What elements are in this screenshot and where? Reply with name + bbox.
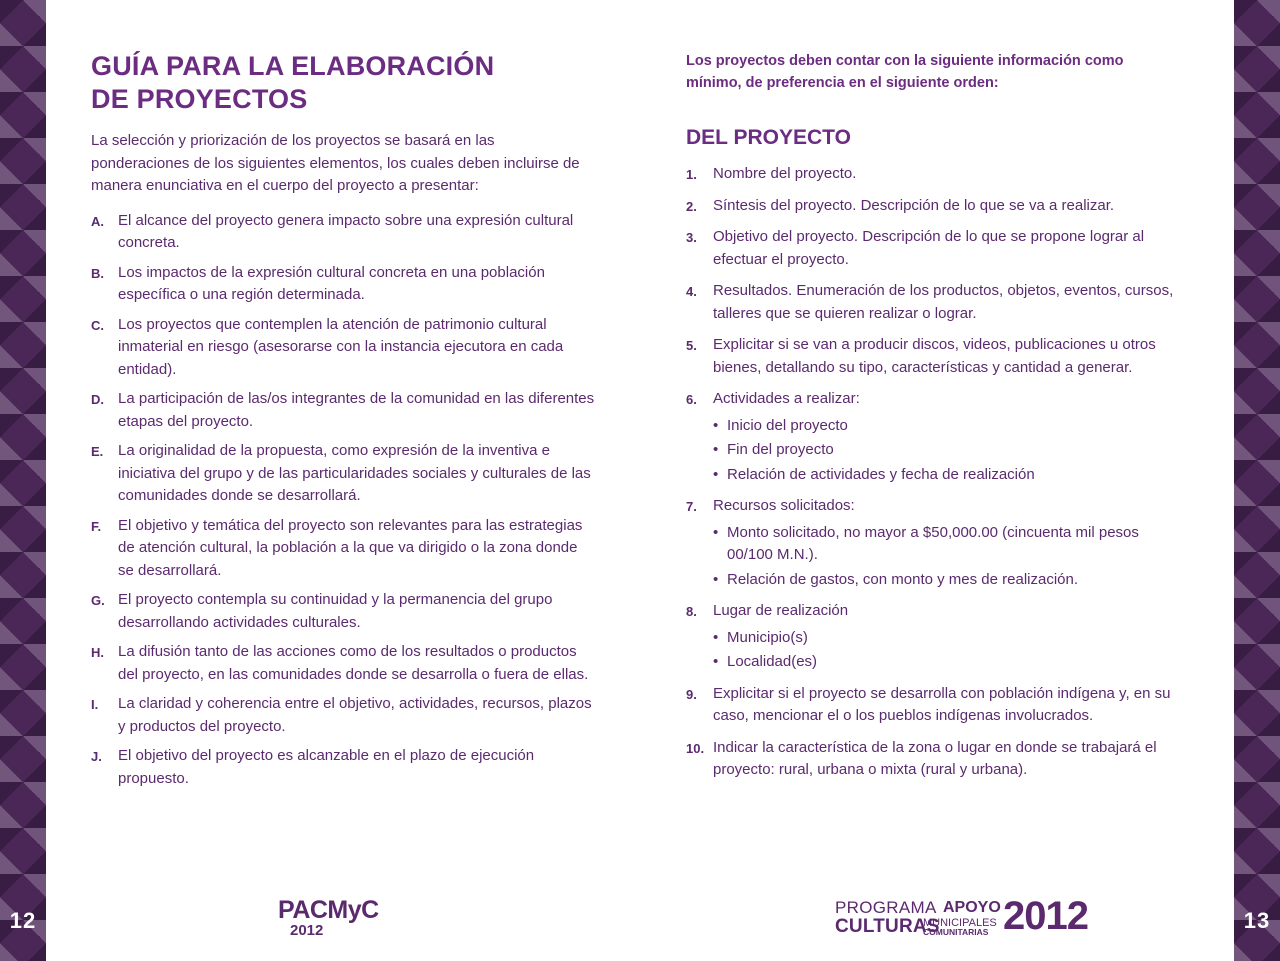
requirement-subitem (713, 651, 1181, 674)
bullet-icon: • (713, 570, 719, 588)
requirement-subitem-text: Municipio(s) (727, 628, 808, 646)
pacmyc-logo (278, 896, 379, 943)
requirement-subitem (713, 415, 1181, 438)
criteria-text: La originalidad de la propuesta, como expresión de la inventiva e iniciativa del grupo y de las particularidades sociales y culturales de las comunidades donde se desarrollará. (118, 442, 591, 504)
requirement-subitem-text: Relación de actividades y fecha de realización (727, 465, 1035, 483)
bullet-icon: • (713, 523, 719, 541)
requirement-marker: 10. (686, 740, 705, 756)
page-number-right: 13 (1243, 908, 1271, 933)
criteria-item (91, 745, 596, 790)
criteria-list (91, 210, 596, 791)
programa-logo-word-comunitarias: COMUNITARIAS (923, 927, 989, 937)
programa-logo-word-programa: PROGRAMA (835, 898, 937, 917)
requirement-text: Objetivo del proyecto. Descripción de lo que se propone lograr al efectuar el proyecto. (713, 228, 1145, 268)
criteria-item (91, 388, 596, 433)
requirement-text: Recursos solicitados: (713, 497, 855, 514)
criteria-marker: D. (91, 392, 104, 407)
requirement-subitem-text: Fin del proyecto (727, 441, 834, 458)
requirement-text: Explicitar si el proyecto se desarrolla con población indígena y, en su caso, mencionar el o los pueblos indígenas involucrados. (713, 684, 1171, 724)
requirement-item (686, 737, 1181, 782)
criteria-marker: F. (91, 518, 102, 534)
requirement-item (686, 195, 1181, 218)
criteria-text: El objetivo y temática del proyecto son relevantes para las estrategias de atención cultural, la población a la que va dirigido o la zona donde se desarrollará. (118, 516, 583, 579)
requirement-item (686, 280, 1181, 325)
requirement-subitem (713, 627, 1181, 650)
criteria-text: El objetivo del proyecto es alcanzable en el plazo de ejecución propuesto. (118, 747, 535, 787)
criteria-item (91, 314, 596, 382)
programa-logo-year: 2012 (1003, 894, 1088, 938)
requirement-item (686, 495, 1181, 591)
criteria-marker: C. (91, 317, 104, 333)
criteria-text: Los proyectos que contemplen la atención de patrimonio cultural inmaterial en riesgo (asesorarse con la instancia ejecutora en cada entidad). (118, 315, 564, 378)
requirement-item (686, 388, 1181, 486)
requirement-text: Actividades a realizar: (713, 390, 860, 407)
criteria-item (91, 210, 596, 255)
criteria-item (91, 262, 596, 307)
page-title-line-2: DE PROYECTOS (91, 84, 308, 114)
requirement-marker: 7. (686, 499, 697, 514)
requirement-item (686, 226, 1181, 271)
requirement-marker: 4. (686, 284, 697, 299)
page-title-line-1: GUÍA PARA LA ELABORACIÓN (91, 51, 495, 81)
pacmyc-logo-year: 2012 (290, 922, 324, 939)
left-column (91, 50, 596, 797)
criteria-item (91, 693, 596, 738)
bullet-icon: • (713, 416, 719, 434)
requirement-marker: 5. (686, 338, 697, 353)
requirement-text: Lugar de realización (713, 602, 849, 619)
left-decorative-border (0, 0, 46, 961)
requirement-item (686, 600, 1181, 674)
requirement-marker: 2. (686, 198, 697, 214)
requirement-item (686, 683, 1181, 728)
pacmyc-logo-text: PACMyC (278, 896, 379, 924)
requirement-text: Nombre del proyecto. (713, 165, 857, 182)
criteria-marker: B. (91, 265, 104, 281)
bullet-icon: • (713, 441, 719, 458)
requirement-subitem-text: Inicio del proyecto (727, 416, 848, 434)
requirement-item (686, 334, 1181, 379)
criteria-text: El alcance del proyecto genera impacto sobre una expresión cultural concreta. (118, 211, 574, 251)
requirement-text: Explicitar si se van a producir discos, videos, publicaciones u otros bienes, detallando su tipo, características y cantidad a generar. (713, 336, 1156, 376)
requirement-text: Indicar la característica de la zona o lugar en donde se trabajará el proyecto: rural, urbana o mixta (rural y urbana). (713, 738, 1157, 778)
bullet-icon: • (713, 628, 719, 646)
requirement-text: Síntesis del proyecto. Descripción de lo que se va a realizar. (713, 196, 1115, 214)
requirement-subitem-text: Monto solicitado, no mayor a $50,000.00 (cincuenta mil pesos 00/100 M.N.). (727, 523, 1139, 563)
criteria-marker: J. (91, 749, 102, 764)
criteria-text: Los impactos de la expresión cultural concreta en una población específica o una región determinada. (118, 263, 545, 303)
right-decorative-border (1234, 0, 1280, 961)
requirement-subitem (713, 464, 1181, 487)
criteria-marker: I. (91, 697, 99, 712)
requirement-sublist (713, 415, 1181, 487)
criteria-item (91, 515, 596, 583)
right-column (686, 50, 1181, 791)
criteria-text: La participación de las/os integrantes de la comunidad en las diferentes etapas del proyecto. (118, 390, 595, 430)
criteria-text: La difusión tanto de las acciones como de los resultados o productos del proyecto, en las comunidades donde se desarrolla o fuera de ellas. (118, 643, 589, 683)
requirement-sublist (713, 522, 1181, 592)
section-title: DEL PROYECTO (686, 126, 851, 149)
criteria-marker: G. (91, 593, 105, 608)
requirement-subitem-text: Relación de gastos, con monto y mes de realización. (727, 570, 1079, 588)
requirement-marker: 1. (686, 167, 697, 182)
requirement-subitem (713, 439, 1181, 462)
criteria-marker: E. (91, 444, 104, 459)
programa-logo (835, 896, 1095, 942)
criteria-item (91, 440, 596, 508)
left-intro-paragraph: La selección y priorización de los proyectos se basará en las ponderaciones de los siguientes elementos, los cuales deben incluirse de manera enunciativa en el cuerpo del proyecto a presentar: (91, 132, 580, 194)
criteria-text: La claridad y coherencia entre el objetivo, actividades, recursos, plazos y productos del proyecto. (118, 695, 592, 735)
right-intro-paragraph: Los proyectos deben contar con la siguiente información como mínimo, de preferencia en el siguiente orden: (686, 53, 1124, 91)
requirements-list (686, 163, 1181, 782)
programa-logo-word-culturas: CULTURAS (835, 916, 940, 937)
criteria-item (91, 589, 596, 634)
requirement-marker: 3. (686, 230, 697, 245)
criteria-item (91, 641, 596, 686)
requirement-marker: 9. (686, 686, 697, 702)
requirement-subitem-text: Localidad(es) (727, 653, 818, 670)
requirement-marker: 6. (686, 392, 697, 407)
criteria-marker: A. (91, 213, 104, 229)
programa-logo-word-apoyo: APOYO (943, 899, 1001, 916)
bullet-icon: • (713, 653, 719, 670)
page-title (91, 50, 596, 116)
requirement-item (686, 163, 1181, 186)
requirement-sublist (713, 627, 1181, 674)
criteria-text: El proyecto contempla su continuidad y la permanencia del grupo desarrollando actividades culturales. (118, 591, 553, 631)
requirement-subitem (713, 569, 1181, 592)
criteria-marker: H. (91, 645, 104, 660)
requirement-marker: 8. (686, 604, 697, 619)
programa-logo-word-municipales: MUNICIPALES (923, 917, 997, 929)
requirement-subitem (713, 522, 1181, 567)
requirement-text: Resultados. Enumeración de los productos, objetos, eventos, cursos, talleres que se quieren realizar o lograr. (713, 282, 1174, 322)
page-number-left: 12 (9, 908, 37, 933)
bullet-icon: • (713, 465, 719, 483)
